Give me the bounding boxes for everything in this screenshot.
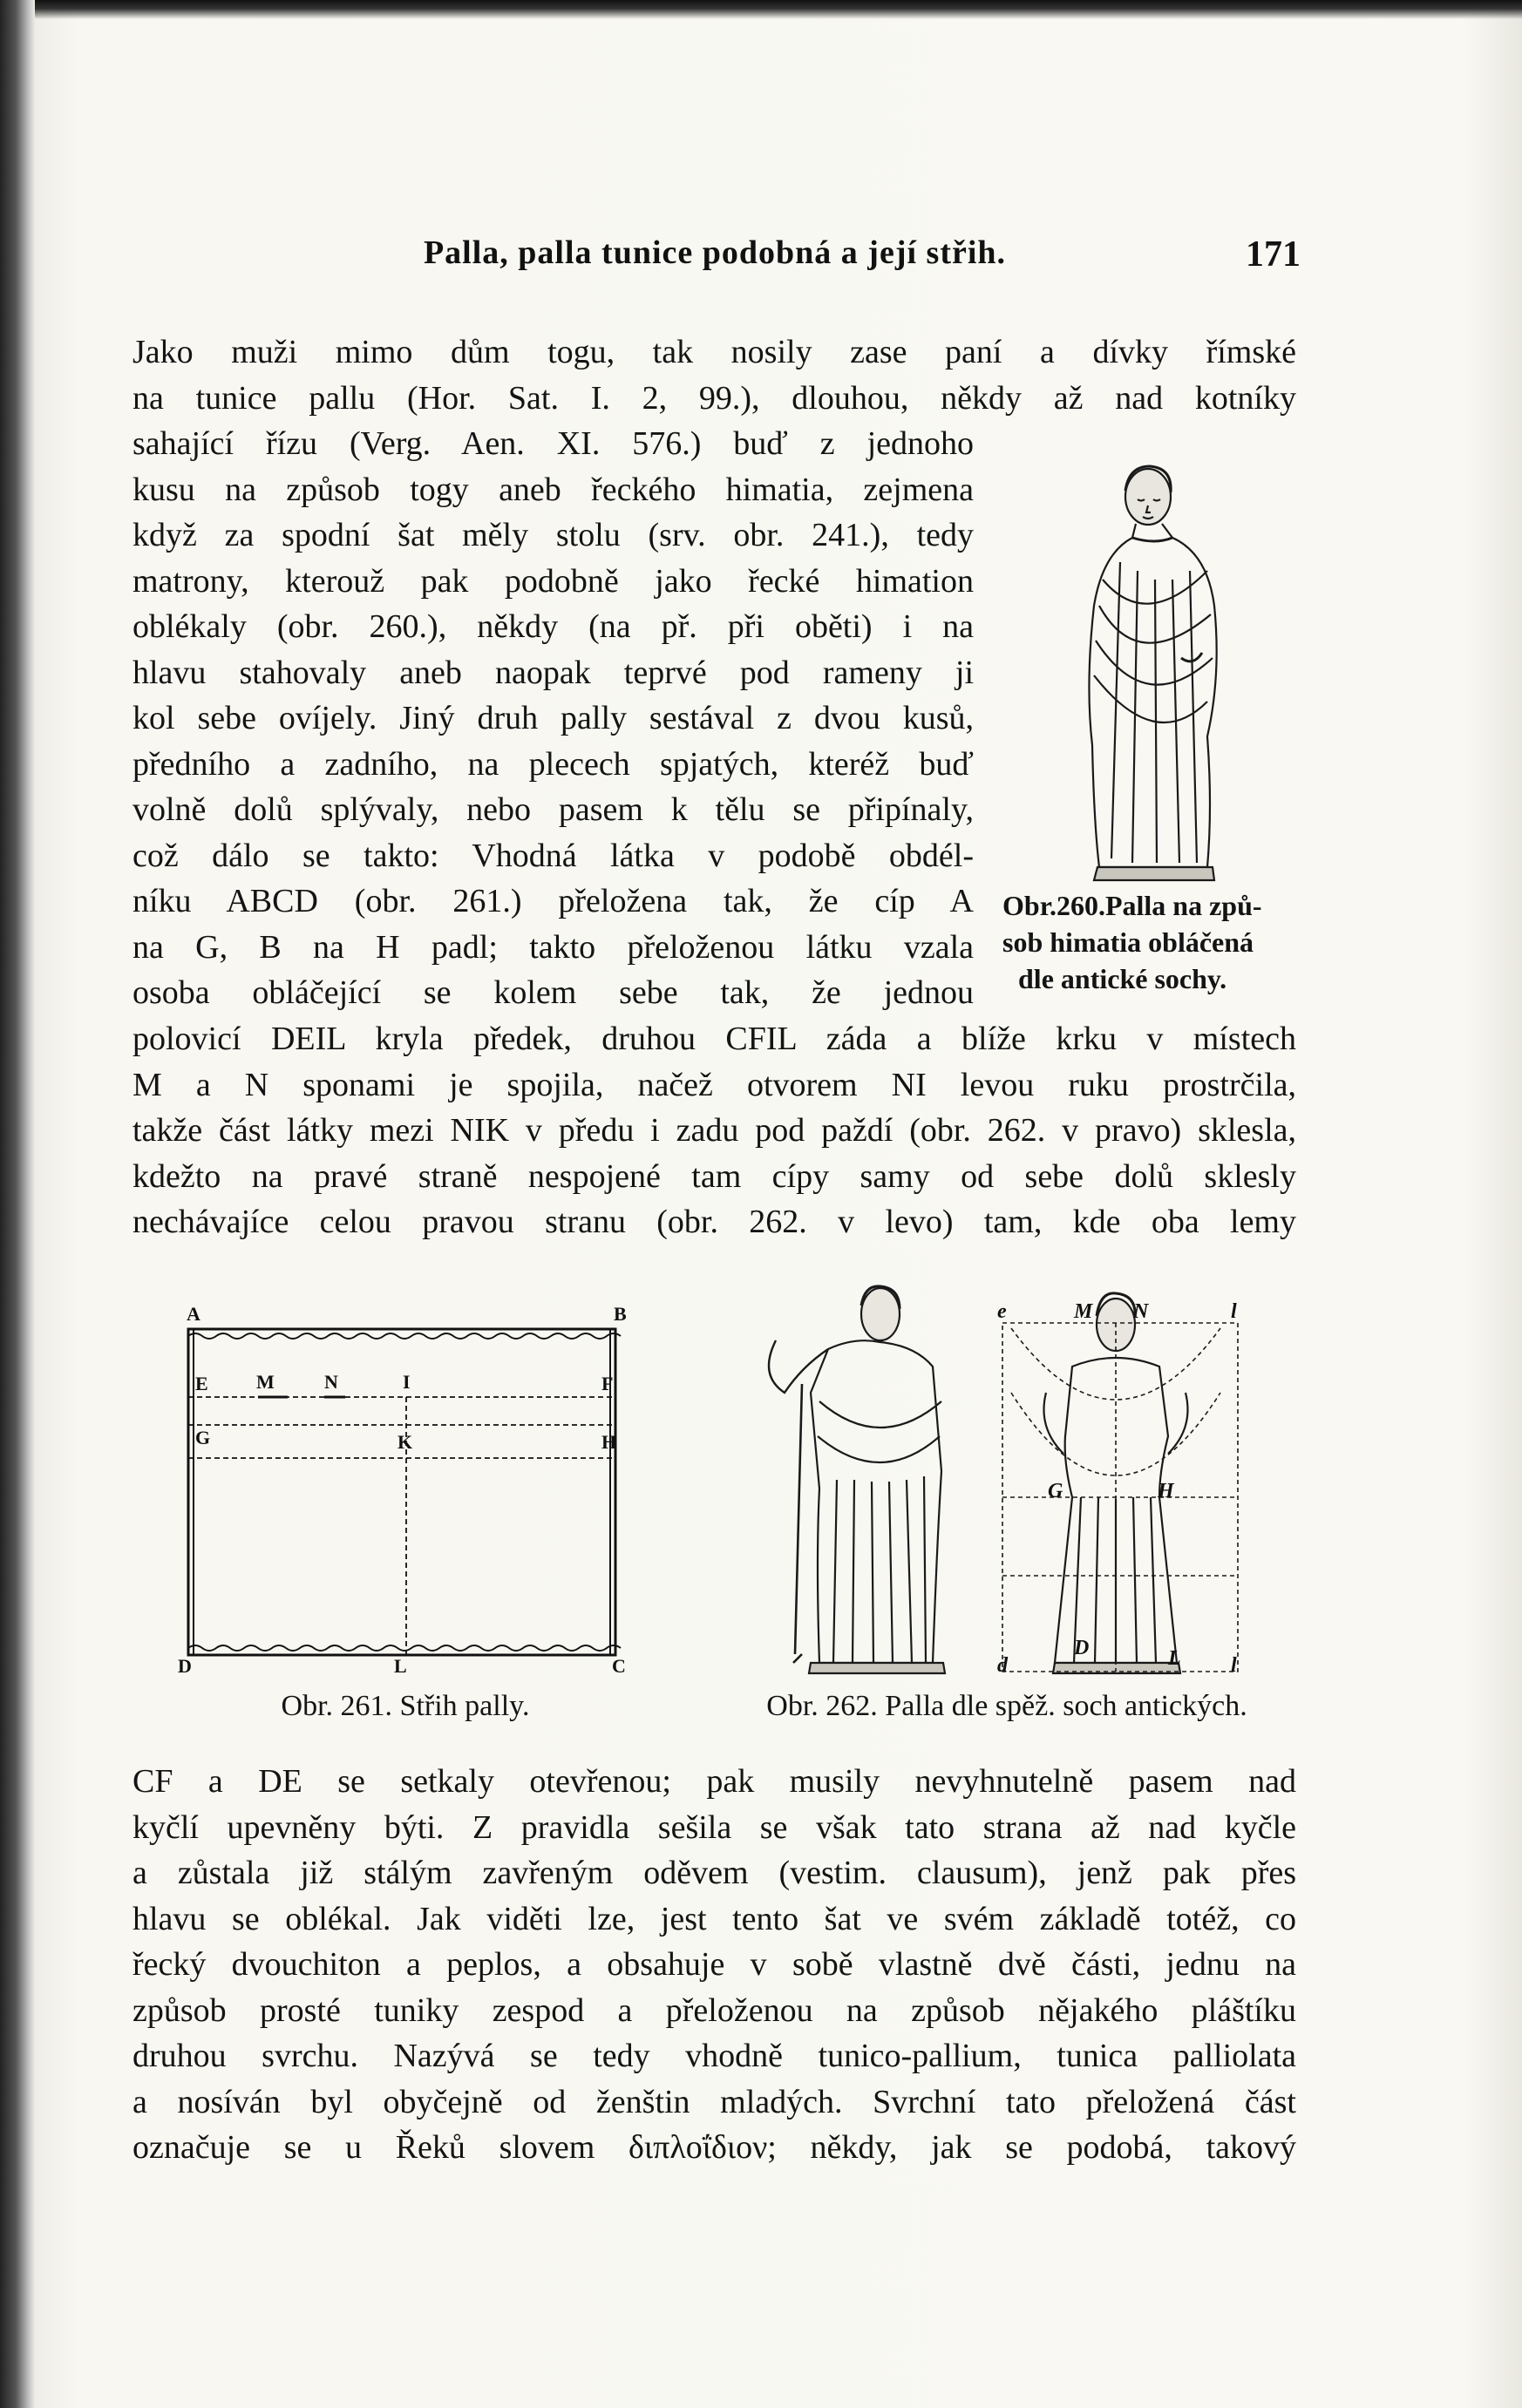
- paragraph-1-bottom: [132, 1016, 1296, 1245]
- text-line: hlavu se oblékal. Jak viděti lze, jest tento šat ve svém základě totéž, co: [132, 1900, 1296, 1937]
- label-g: G: [195, 1427, 211, 1448]
- statue-himation-drawing: [1068, 458, 1242, 885]
- book-spine-shadow: [0, 0, 35, 2408]
- figure-262-caption: Obr. 262. Palla dle spěž. soch antických.: [766, 1690, 1247, 1722]
- text-line: polovicí DEIL kryla předek, druhou CFIL záda a blíže krku v místech: [132, 1021, 1296, 1057]
- label-e: E: [195, 1373, 208, 1394]
- paragraph-1-narrow: [132, 421, 974, 1016]
- label-l: l: [1231, 1300, 1237, 1323]
- text-line: a nosíván byl obyčejně od ženštin mladých. Svrchní tato přeložená část: [132, 2083, 1296, 2120]
- label-f: F: [601, 1373, 614, 1394]
- label-l: L: [394, 1655, 407, 1677]
- label-k: K: [397, 1431, 413, 1453]
- caption-line: Obr.260.Palla na způ-: [1002, 890, 1262, 921]
- text-line: volně dolů splývaly, nebo pasem k tělu se připínaly,: [132, 791, 974, 828]
- paragraph-1-top: [132, 329, 1296, 421]
- caption-line: sob himatia obláčená: [1002, 926, 1254, 958]
- text-line: a zůstala již stálým zavřeným oděvem (vestim. clausum), jenž pak přes: [132, 1855, 1296, 1891]
- label-l-lower: l: [1231, 1654, 1237, 1677]
- label-h: H: [1158, 1480, 1174, 1502]
- text-line: CF a DE se setkaly otevřenou; pak musily nevyhnutelně pasem nad: [132, 1763, 1296, 1800]
- statues-palla-drawing: [750, 1279, 1255, 1680]
- text-line: když za spodní šat měly stolu (srv. obr. 241.), tedy: [132, 517, 974, 553]
- text-line: oblékaly (obr. 260.), někdy (na př. při oběti) i na: [132, 608, 974, 645]
- label-m: M: [1074, 1300, 1093, 1323]
- text-line: hlavu stahovaly aneb naopak teprvé pod rameny ji: [132, 654, 974, 691]
- figure-260-illustration: [1068, 458, 1242, 885]
- text-line: což dálo se takto: Vhodná látka v podobě obdél-: [132, 837, 974, 874]
- label-e: e: [997, 1300, 1007, 1323]
- text-line: označuje se u Řeků slovem διπλοΐδιον; někdy, jak se podobá, takový: [132, 2129, 1296, 2166]
- figure-260-caption: [1002, 886, 1308, 996]
- caption-line: dle antické sochy.: [1018, 963, 1227, 994]
- text-line: níku ABCD (obr. 261.) přeložena tak, že cíp A: [132, 883, 974, 919]
- text-line: na tunice pallu (Hor. Sat. I. 2, 99.), dlouhou, někdy až nad kotníky: [132, 379, 1296, 417]
- text-line: nechávajíce celou pravou stranu (obr. 262. v levo) tam, kde oba lemy: [132, 1204, 1296, 1240]
- page-number: 171: [1246, 234, 1301, 275]
- text-line: kdežto na pravé straně nespojené tam cípy samy od sebe dolů sklesly: [132, 1157, 1296, 1195]
- label-l-upper: L: [1168, 1647, 1181, 1670]
- label-m: M: [256, 1371, 275, 1393]
- text-line: M a N sponami je spojila, načež otvorem NI levou ruku prostrčila,: [132, 1066, 1296, 1103]
- running-head: Palla, palla tunice podobná a její střih.: [423, 234, 1007, 271]
- text-line: způsob prosté tuniky zespod a přeloženou na způsob nějakého pláštíku: [132, 1991, 1296, 2029]
- label-d: D: [178, 1655, 192, 1677]
- paragraph-2: [132, 1759, 1296, 2171]
- label-d-upper: D: [1074, 1637, 1090, 1659]
- text-line: sahající řízu (Verg. Aen. XI. 576.) buď z jednoho: [132, 425, 974, 462]
- label-n: N: [1133, 1300, 1149, 1323]
- label-g: G: [1048, 1480, 1063, 1502]
- text-line: matrony, kterouž pak podobně jako řecké himation: [132, 562, 974, 600]
- text-line: kyčlí upevněny býti. Z pravidla sešila se však tato strana až nad kyčle: [132, 1808, 1296, 1846]
- label-n: N: [324, 1371, 338, 1393]
- figure-261-caption: Obr. 261. Střih pally.: [281, 1690, 530, 1722]
- label-d: d: [997, 1654, 1008, 1677]
- text-line: druhou svrchu. Nazývá se tedy vhodně tunico-pallium, tunica palliolata: [132, 2038, 1296, 2074]
- text-line: kol sebe ovíjely. Jiný druh pally sestával z dvou kusů,: [132, 700, 974, 736]
- text-line: osoba obláčející se kolem sebe tak, že jednou: [132, 974, 974, 1011]
- text-line: řecký dvouchiton a peplos, a obsahuje v sobě vlastně dvě části, jednu na: [132, 1946, 1296, 1983]
- page-header: [132, 234, 1301, 286]
- figure-262-illustration: [750, 1279, 1255, 1680]
- label-c: C: [612, 1655, 626, 1677]
- text-line: Jako muži mimo dům togu, tak nosily zase paní a dívky římské: [132, 334, 1296, 370]
- scan-edge-shadow: [35, 0, 1522, 19]
- label-b: B: [614, 1303, 627, 1325]
- label-h: H: [601, 1431, 617, 1453]
- text-line: na G, B na H padl; takto přeloženou látku vzala: [132, 928, 974, 966]
- label-a: A: [187, 1303, 200, 1325]
- figure-261-diagram: [174, 1303, 628, 1686]
- text-line: předního a zadního, na plecech spjatých, kteréž buď: [132, 745, 974, 783]
- palla-cut-diagram: [174, 1303, 628, 1686]
- text-line: kusu na způsob togy aneb řeckého himatia, zejmena: [132, 471, 974, 508]
- text-line: takže část látky mezi NIK v předu i zadu pod paždí (obr. 262. v pravo) sklesla,: [132, 1112, 1296, 1149]
- label-i: I: [403, 1371, 411, 1393]
